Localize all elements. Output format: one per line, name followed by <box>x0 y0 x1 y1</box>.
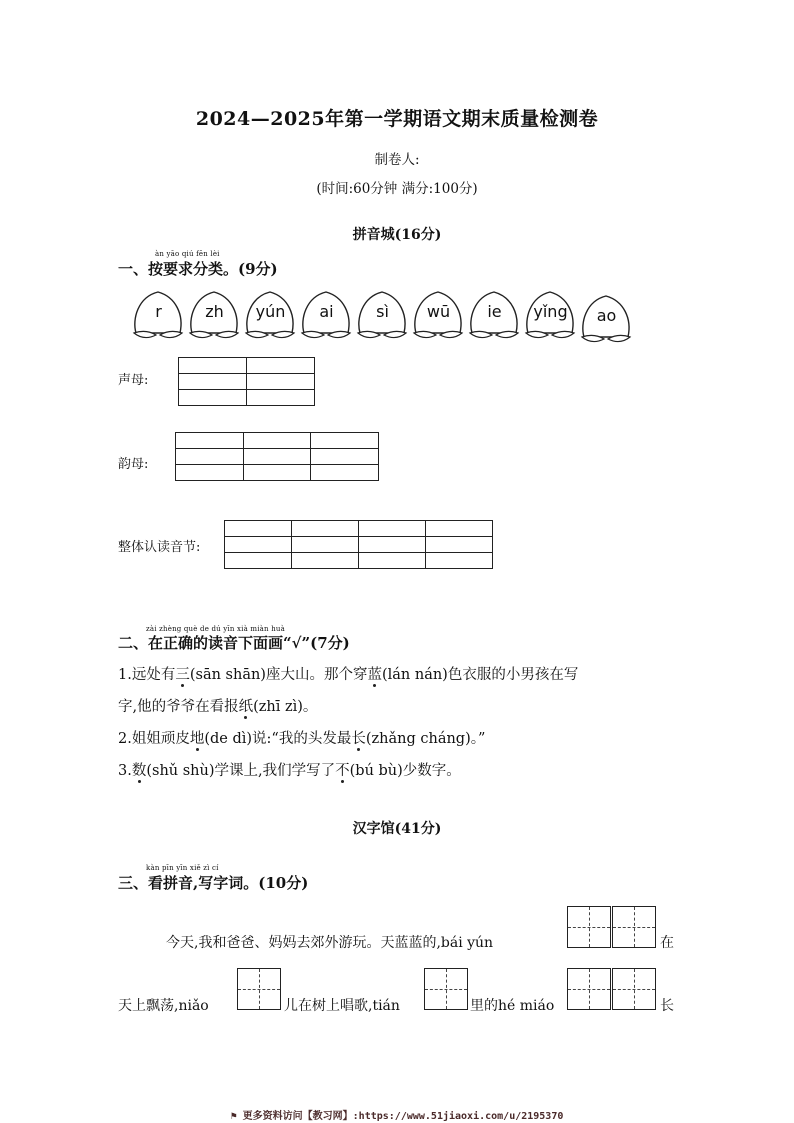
section-title-hanzi: 汉字馆(41分) <box>352 821 442 837</box>
answer-cell[interactable] <box>179 390 247 406</box>
dotted-char: 数 <box>131 763 147 779</box>
footer-text: 更多资料访问【教习网】:https://www.51jiaoxi.com/u/2195370 <box>242 1111 564 1122</box>
text: 1.远处有 <box>118 667 176 683</box>
text: (zhǎng cháng)。” <box>365 731 486 747</box>
answer-cell[interactable] <box>225 521 292 537</box>
author-line: 制卷人: <box>374 152 420 168</box>
q3-line-2-mid2: 里的hé miáo <box>470 998 555 1014</box>
peach-label: ao <box>596 306 617 325</box>
answer-cell[interactable] <box>426 553 493 569</box>
q3-line-2-end: 长 <box>660 998 674 1014</box>
peach-label: ie <box>487 302 502 321</box>
peach-label: wū <box>426 302 451 321</box>
answer-cell[interactable] <box>426 537 493 553</box>
answer-cell[interactable] <box>244 449 311 465</box>
answer-cell[interactable] <box>244 465 311 481</box>
q2-title: 二、在正确的读音下面画“√”(7分) <box>118 634 350 652</box>
text: 字,他的爷爷在看报 <box>118 699 239 715</box>
peach-card <box>242 289 299 339</box>
writing-box[interactable] <box>567 968 611 1010</box>
peach-label: zh <box>205 302 224 321</box>
answer-cell[interactable] <box>179 374 247 390</box>
peach-card <box>186 289 243 339</box>
footer-link[interactable] <box>0 1107 794 1122</box>
flag-icon: ⚑ <box>230 1111 243 1122</box>
text: (de dì)说:“我的头发最 <box>204 731 352 747</box>
q2-sentence-2 <box>118 727 485 748</box>
q3-line-1: 今天,我和爸爸、妈妈去郊外游玩。天蓝蓝的,bái yún <box>166 935 494 951</box>
writing-box[interactable] <box>237 968 281 1010</box>
text: (lán nán)色衣服的小男孩在写 <box>381 667 579 683</box>
peach-card <box>410 289 467 339</box>
shengmu-table <box>178 357 315 406</box>
answer-cell[interactable] <box>292 521 359 537</box>
text: (shǔ shù)学课上,我们学写了 <box>146 763 336 779</box>
writing-box[interactable] <box>567 906 611 948</box>
peach-label: r <box>155 302 162 321</box>
q2-sentence-1-cont <box>118 695 317 716</box>
peach-label: yǐng <box>533 302 568 321</box>
q3-line-2-mid: 儿在树上唱歌,tián <box>284 998 400 1014</box>
answer-cell[interactable] <box>247 390 315 406</box>
answer-cell[interactable] <box>311 433 379 449</box>
q3-line-2-start: 天上飘荡,niǎo <box>118 998 209 1014</box>
q3-line-1-end: 在 <box>660 935 674 951</box>
answer-cell[interactable] <box>292 553 359 569</box>
q1-title: 一、按要求分类。(9分) <box>118 260 278 278</box>
peach-card <box>578 293 635 343</box>
q1-pinyin-ruby: àn yāo qiú fēn lèi <box>155 250 220 258</box>
writing-box[interactable] <box>424 968 468 1010</box>
text: (zhī zì)。 <box>253 699 318 715</box>
q2-sentence-3 <box>118 759 461 780</box>
answer-cell[interactable] <box>247 374 315 390</box>
writing-box[interactable] <box>612 968 656 1010</box>
answer-cell[interactable] <box>179 358 247 374</box>
label-zhengti: 整体认读音节: <box>118 540 201 555</box>
answer-cell[interactable] <box>225 537 292 553</box>
dotted-char: 地 <box>189 731 205 747</box>
text: 3. <box>118 763 132 779</box>
answer-cell[interactable] <box>176 465 244 481</box>
label-yunmu: 韵母: <box>118 457 149 472</box>
answer-cell[interactable] <box>176 449 244 465</box>
peach-label: sì <box>376 302 389 321</box>
answer-cell[interactable] <box>359 521 426 537</box>
answer-cell[interactable] <box>247 358 315 374</box>
answer-cell[interactable] <box>311 449 379 465</box>
section-title-pinyin: 拼音城(16分) <box>352 227 442 243</box>
text: (bú bù)少数字。 <box>349 763 461 779</box>
peach-card <box>298 289 355 339</box>
answer-cell[interactable] <box>176 433 244 449</box>
peach-card <box>130 289 187 339</box>
dotted-char: 蓝 <box>367 667 382 683</box>
text: (sān shān)座大山。那个穿 <box>189 667 368 683</box>
answer-cell[interactable] <box>244 433 311 449</box>
dotted-char: 不 <box>335 763 350 779</box>
answer-cell[interactable] <box>426 521 493 537</box>
q3-title: 三、看拼音,写字词。(10分) <box>118 874 309 892</box>
answer-cell[interactable] <box>292 537 359 553</box>
peach-label: ai <box>319 302 334 321</box>
yunmu-table <box>175 432 379 481</box>
answer-cell[interactable] <box>225 553 292 569</box>
zhengti-table <box>224 520 493 569</box>
dotted-char: 三 <box>175 667 190 683</box>
answer-cell[interactable] <box>359 553 426 569</box>
label-shengmu: 声母: <box>118 373 149 388</box>
q3-pinyin-ruby: kàn pīn yīn xiě zì cí <box>146 864 219 872</box>
writing-box[interactable] <box>612 906 656 948</box>
answer-cell[interactable] <box>359 537 426 553</box>
text: 2.姐姐顽皮 <box>118 731 190 747</box>
peach-row <box>130 289 640 349</box>
page-title: 2024—2025年第一学期语文期末质量检测卷 <box>195 108 599 130</box>
q2-pinyin-ruby: zài zhèng què de dú yīn xià miàn huà <box>146 625 285 633</box>
dotted-char: 纸 <box>238 699 254 715</box>
peach-card <box>466 289 523 339</box>
answer-cell[interactable] <box>311 465 379 481</box>
peach-card <box>354 289 411 339</box>
time-info: (时间:60分钟 满分:100分) <box>316 181 478 197</box>
peach-card <box>522 289 579 339</box>
dotted-char: 长 <box>351 731 366 747</box>
peach-label: yún <box>255 302 286 321</box>
q2-sentence-1 <box>118 663 578 684</box>
